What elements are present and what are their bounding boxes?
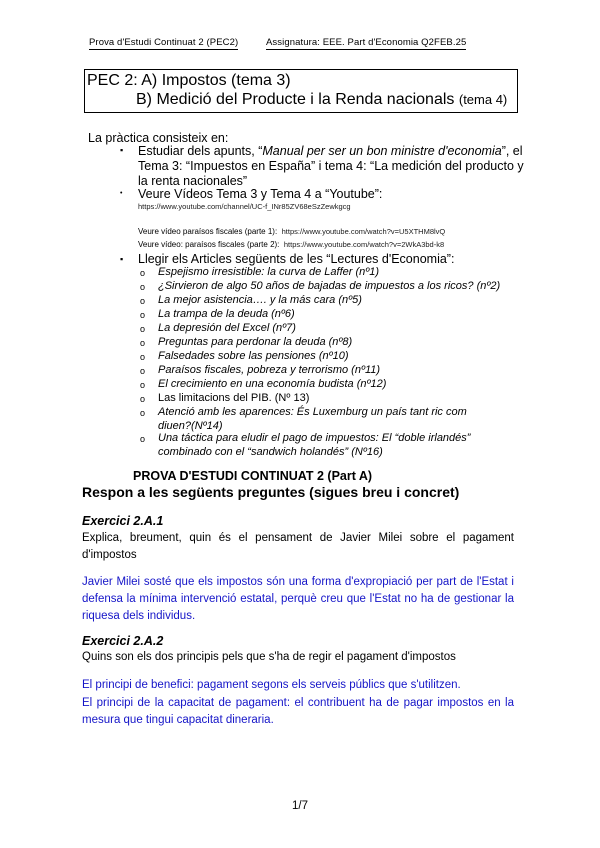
circle-bullet-icon: o [140, 310, 146, 320]
page-header [89, 37, 467, 50]
circle-bullet-icon: o [140, 282, 146, 292]
article-item: La depresión del Excel (nº7) [158, 322, 296, 334]
video-1-link[interactable]: https://www.youtube.com/watch?v=U5XTHM8lvQ [281, 227, 446, 236]
bullet-1-line-3: la renta nacionales” [138, 174, 248, 188]
intro-text: La pràctica consisteix en: [88, 131, 229, 145]
header-course-label: Prova d'Estudi Continuat 2 (PEC2) [89, 37, 239, 48]
article-item: Las limitacions del PIB. (Nº 13) [158, 392, 310, 404]
article-item: Preguntas para perdonar la deuda (nº8) [158, 336, 353, 348]
circle-bullet-icon: o [140, 338, 146, 348]
bullet-1-line-1 [138, 144, 523, 159]
bullet-1-post: ”, el [501, 144, 523, 158]
title-line-1: PEC 2: A) Impostos (tema 3) [87, 72, 291, 89]
circle-bullet-icon: o [140, 380, 146, 390]
section-title: PROVA D'ESTUDI CONTINUAT 2 (Part A) [133, 469, 373, 483]
bullet-square-icon: ▪ [120, 254, 124, 264]
circle-bullet-icon: o [140, 352, 146, 362]
article-item: ¿Sirvieron de algo 50 años de bajadas de impuestos a los ricos? (nº2) [158, 280, 501, 292]
bullet-1-line-2: Tema 3: “Impuestos en España” i tema 4: “La medición del producto y [138, 159, 524, 173]
exercise-1-question: Explica, breument, quin és el pensament de Javier Milei sobre el pagament d'impostos [82, 532, 514, 561]
bullet-2-text: Veure Vídeos Tema 3 y Tema 4 a “Youtube”: [138, 187, 383, 201]
page-number: 1/7 [292, 800, 308, 812]
header-subject-label: Assignatura: EEE. Part d'Economia Q2FEB.25 [266, 37, 467, 48]
video-1-label: Veure vídeo paraísos fiscales (parte 1): [138, 227, 278, 236]
exercise-2-answer-2: El principi de la capacitat de pagament: el contribuent ha de pagar impostos en la mesura que tingui capacitat dineraria. [82, 697, 514, 726]
article-item: La mejor asistencia…. y la más cara (nº5) [158, 294, 362, 306]
circle-bullet-icon: o [140, 394, 146, 404]
article-item: Falsedades sobre las pensiones (nº10) [158, 350, 349, 362]
article-item-continued: combinado con el “sandwich holandés” (Nº16) [158, 446, 383, 458]
exercise-1-title: Exercici 2.A.1 [82, 514, 164, 528]
bullet-dot-icon: • [120, 190, 123, 197]
article-item: La trampa de la deuda (nº6) [158, 308, 295, 320]
exercise-2-question: Quins son els dos principis pels que s'ha de regir el pagament d'impostos [82, 651, 456, 663]
article-item-continued: diuen?(Nº14) [158, 420, 223, 432]
exercise-2-title: Exercici 2.A.2 [82, 634, 164, 648]
bullet-1-italic: Manual per ser un bon ministre d'economia [262, 144, 502, 158]
article-item: Espejismo irresistible: la curva de Laffer (nº1) [158, 266, 380, 278]
circle-bullet-icon: o [140, 366, 146, 376]
circle-bullet-icon: o [140, 434, 146, 444]
article-item: Atenció amb les aparences: És Luxemburg un país tant ric com [158, 406, 467, 418]
title-line-2-small: (tema 4) [458, 92, 508, 107]
circle-bullet-icon: o [140, 296, 146, 306]
circle-bullet-icon: o [140, 408, 146, 418]
circle-bullet-icon: o [140, 268, 146, 278]
article-item: Paraísos fiscales, pobreza y terrorismo (nº11) [158, 364, 381, 376]
section-subtitle: Respon a les següents preguntes (sigues breu i concret) [82, 484, 460, 500]
circle-bullet-icon: o [140, 324, 146, 334]
exercise-2-answer-1: El principi de benefici: pagament segons els serveis públics que s'utilitzen. [82, 679, 461, 691]
title-line-2 [136, 91, 507, 109]
title-box [84, 69, 518, 113]
bullet-square-icon: ▪ [120, 145, 124, 155]
youtube-channel-link[interactable]: https://www.youtube.com/channel/UC-f_INr85ZV68eSzZewkgcg [138, 202, 351, 211]
article-item: El crecimiento en una economía budista (nº12) [158, 378, 387, 390]
article-item: Una táctica para eludir el pago de impuestos: El “doble irlandés” [158, 432, 471, 444]
bullet-1-pre: Estudiar dels apunts, “ [138, 144, 263, 158]
bullet-3-text: Llegir els Articles següents de les “Lectures d'Economia”: [138, 252, 455, 266]
video-2-link[interactable]: https://www.youtube.com/watch?v=2WkA3bd-k8 [283, 240, 445, 249]
title-line-2-main: B) Medició del Producte i la Renda nacionals [136, 91, 455, 108]
exercise-1-answer: Javier Milei sosté que els impostos són una forma d'expropiació per part de l'Estat i defensa la mínima intervenció estatal, perquè creu que l'Estat no ha de gestionar la riquesa dels individus. [82, 576, 514, 622]
video-2-label: Veure vídeo: paraísos fiscales (parte 2): [138, 240, 280, 249]
video-2-row [138, 234, 444, 252]
